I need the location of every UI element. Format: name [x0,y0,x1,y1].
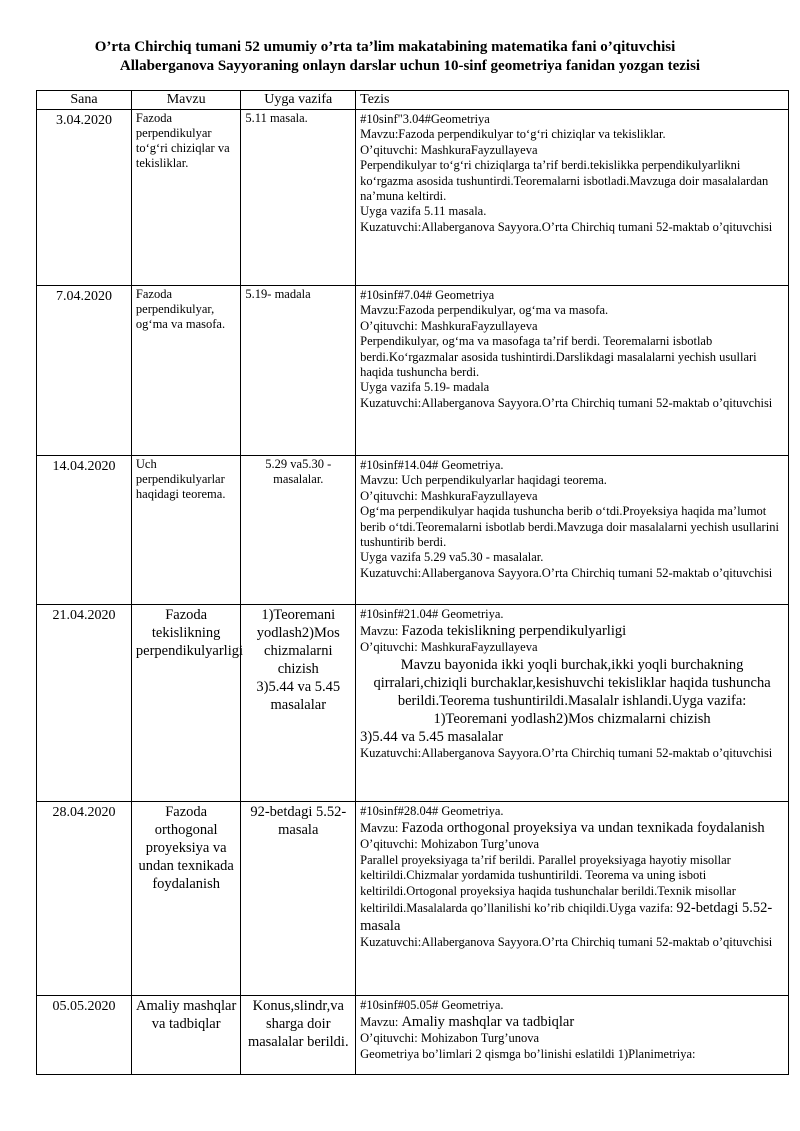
thesis-line: Kuzatuvchi:Allaberganova Sayyora.O’rta Chirchiq tumani 52-maktab o’qituvchisi [360,745,773,760]
date-cell: 7.04.2020 [37,286,132,456]
thesis-line: Kuzatuvchi:Allaberganova Sayyora.O’rta Chirchiq tumani 52-maktab o’qituvchisi [360,219,773,234]
thesis-topic-line [360,1013,784,1031]
topic-cell: Fazoda perpendikulyar, og‘ma va masofa. [131,286,241,456]
thesis-task: 3)5.44 va 5.45 masalalar [360,728,504,745]
thesis-body: Parallel proyeksiyaga ta’rif berildi. Parallel proyeksiyaga hayotiy misollar keltirildi.Chizmalar yordamida tushuntirildi. Teorema va uning isboti keltirildi.Ortogonal proyeksiya haqida tushunchalar berildi.Texnik misollar keltirildi.Masalalarda qo’llanilishi ko’rib chiqildi.Uyga vazifa: [360,852,736,916]
thesis-topic-label: Mavzu: [360,624,399,639]
table-row [37,456,789,605]
thesis-line: #10sinf#21.04# Geometriya. [360,607,504,621]
homework-part: 3)5.44 va 5.45 masalalar [256,679,341,713]
topic-cell: Fazoda tekislikning perpendikulyarligi [131,605,241,802]
thesis-line: Mavzu:Fazoda perpendikulyar to‘g‘ri chiziqlar va tekisliklar. [360,127,666,142]
title-line-2: Allaberganova Sayyoraning onlayn darslar uchun 10-sinf geometriya fanidan yozgan tezisi [119,58,701,74]
table-row [37,286,789,456]
thesis-line: O’qituvchi: MashkuraFayzullayeva [360,318,538,333]
thesis-task: 92-betdagi 5.52-masala [360,900,773,935]
thesis-line: Mavzu:Fazoda perpendikulyar, og‘ma va masofa. [360,303,609,318]
thesis-topic-line [360,622,784,640]
thesis-body-line [360,853,784,935]
thesis-line: Perpendikulyar, og‘ma va masofaga ta’rif berdi. Teoremalarni isbotlab berdi.Ko‘rgazmalar asosida tushintirdi.Darslikdagi masalalarni yechish usullari haqida tushuncha berdi. [360,334,757,380]
thesis-body: Mavzu bayonida ikki yoqli burchak,ikki yoqli burchakning qirralari,chiziqli burchaklar,kesishuvchi tekisliklar haqida tushuncha berildi.Teorema tushuntirildi.Masalalr ishlandi.Uyga vazifa: 1)Teoremani yodlash2)Mos chizmalarni chizish [373,656,771,727]
topic-cell: Fazoda orthogonal proyeksiya va undan texnikada foydalanish [131,802,241,996]
thesis-cell [356,802,789,996]
thesis-topic-label: Mavzu: [360,821,399,836]
thesis-line: #10sinf#05.05# Geometriya. [360,998,504,1012]
thesis-cell [356,286,789,456]
document-title [0,38,800,76]
thesis-line: Uyga vazifa 5.19- madala [360,380,490,395]
homework-cell [241,605,356,802]
date-cell: 05.05.2020 [37,996,132,1075]
title-line-1: O’rta Chirchiq tumani 52 umumiy o’rta ta’lim makatabining matematika fani o’qituvchisi [94,39,676,55]
thesis-line: Uyga vazifa 5.29 va5.30 - masalalar. [360,550,544,565]
homework-part: 1)Teoremani yodlash2)Mos chizmalarni chizish [256,607,340,677]
thesis-line: Geometriya bo’limlari 2 qismga bo’linishi eslatildi 1)Planimetriya: [360,1046,696,1061]
column-header-vazifa: Uyga vazifa [241,91,356,110]
thesis-line: #10sinf#7.04# Geometriya [360,288,495,302]
thesis-line: Kuzatuvchi:Allaberganova Sayyora.O’rta Chirchiq tumani 52-maktab o’qituvchisi [360,935,773,950]
thesis-line: O’qituvchi: Mohizabon Turg’unova [360,837,540,852]
table-row [37,110,789,286]
thesis-line: Perpendikulyar to‘g‘ri chiziqlarga ta’rif berdi.tekislikka perpendikulyarlikni ko‘rgazma asosida tushuntirdi.Teoremalarni isbotladi.Mavzuga doir masalalardan na’muna keltirdi. [360,158,769,204]
homework-cell: 5.19- madala [241,286,356,456]
thesis-line: Og‘ma perpendikulyar haqida tushuncha berib o‘tdi.Proyeksiya haqida ma’lumot berib o‘tdi.Teoremalarni isbotlab berdi.Mavzuga doir masalalarni yechish usullarini tushuntirib berdi. [360,504,779,550]
thesis-topic: Fazoda orthogonal proyeksiya va undan texnikada foydalanish [401,820,765,837]
thesis-line: #10sinf#28.04# Geometriya. [360,804,504,818]
homework-cell: Konus,slindr,va sharga doir masalalar berildi. [241,996,356,1075]
thesis-line: Kuzatuvchi:Allaberganova Sayyora.O’rta Chirchiq tumani 52-maktab o’qituvchisi [360,565,773,580]
thesis-line: #10sinf#14.04# Geometriya. [360,458,504,472]
date-cell: 21.04.2020 [37,605,132,802]
date-cell: 3.04.2020 [37,110,132,286]
topic-cell: Fazoda perpendikulyar to‘g‘ri chiziqlar va tekisliklar. [131,110,241,286]
thesis-topic: Fazoda tekislikning perpendikulyarligi [401,623,627,640]
thesis-line: Kuzatuvchi:Allaberganova Sayyora.O’rta Chirchiq tumani 52-maktab o’qituvchisi [360,395,773,410]
thesis-topic: Amaliy mashqlar va tadbiqlar [401,1014,575,1031]
homework-cell: 92-betdagi 5.52-masala [241,802,356,996]
thesis-line: O’qituvchi: MashkuraFayzullayeva [360,142,538,157]
thesis-topic-line [360,819,784,837]
thesis-cell [356,456,789,605]
table-header-row [37,91,789,110]
homework-cell: 5.29 va5.30 - masalalar. [241,456,356,605]
lesson-table [36,90,789,1075]
thesis-line: O’qituvchi: Mohizabon Turg’unova [360,1031,540,1046]
thesis-line: O’qituvchi: MashkuraFayzullayeva [360,640,538,655]
thesis-line: Uyga vazifa 5.11 masala. [360,204,487,219]
topic-cell: Amaliy mashqlar va tadbiqlar [131,996,241,1075]
column-header-tezis: Tezis [356,91,789,110]
table-row [37,996,789,1075]
thesis-line: Mavzu: Uch perpendikulyarlar haqidagi teorema. [360,473,607,488]
date-cell: 14.04.2020 [37,456,132,605]
table-row [37,605,789,802]
table-row [37,802,789,996]
column-header-sana: Sana [37,91,132,110]
date-cell: 28.04.2020 [37,802,132,996]
topic-cell: Uch perpendikulyarlar haqidagi teorema. [131,456,241,605]
thesis-cell [356,996,789,1075]
homework-cell: 5.11 masala. [241,110,356,286]
thesis-cell [356,110,789,286]
thesis-topic-label: Mavzu: [360,1015,399,1030]
thesis-line: O’qituvchi: MashkuraFayzullayeva [360,488,538,503]
column-header-mavzu: Mavzu [131,91,241,110]
thesis-line: #10sinf"3.04#Geometriya [360,112,490,126]
thesis-cell [356,605,789,802]
